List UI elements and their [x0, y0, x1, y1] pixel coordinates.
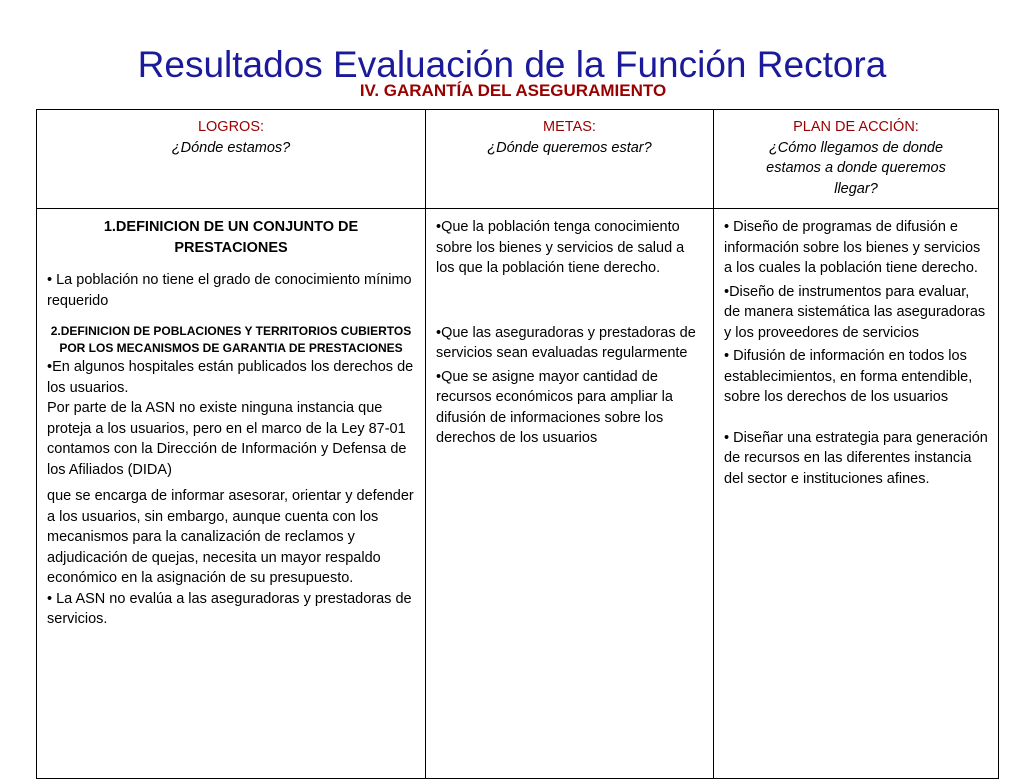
metas-item2: •Que las aseguradoras y prestadoras de servicios sean evaluadas regularmente	[436, 324, 696, 361]
plan-cell	[714, 209, 999, 779]
metas-item1: •Que la población tenga conocimiento sobre los bienes y servicios de salud a los que la población tiene derecho.	[436, 219, 685, 276]
header-logros-question: ¿Dónde estamos?	[171, 139, 291, 156]
header-metas-question: ¿Dónde queremos estar?	[487, 139, 652, 156]
plan-item4: • Diseñar una estrategia para generación de recursos en las diferentes instancia del sector e instituciones afines.	[724, 429, 988, 487]
metas-cell	[426, 209, 714, 779]
header-plan-title: PLAN DE ACCIÓN:	[793, 119, 919, 135]
logros-para2: Por parte de la ASN no existe ninguna instancia que proteja a los usuarios, pero en el marco de la Ley 87-01 contamos con la Dirección de Información y Defensa de los Afiliados (DIDA)	[47, 400, 407, 478]
content-row	[37, 209, 999, 779]
metas-item3: •Que se asigne mayor cantidad de recursos económicos para ampliar la difusión de informaciones sobre los derechos de los usuarios	[436, 368, 673, 446]
logros-para1: •En algunos hospitales están publicados los derechos de los usuarios.	[47, 359, 414, 396]
header-row	[37, 110, 999, 209]
slide-title: Resultados Evaluación de la Función Rectora	[137, 44, 887, 85]
logros-para4: • La ASN no evalúa a las aseguradoras y prestadoras de servicios.	[47, 590, 412, 627]
logros-cell	[37, 209, 426, 779]
header-plan-question: ¿Cómo llegamos de donde estamos a donde queremos llegar?	[766, 139, 946, 197]
header-metas	[426, 110, 714, 209]
logros-section1-title: 1.DEFINICION DE UN CONJUNTO DE PRESTACIONES	[103, 219, 359, 256]
plan-item3: • Difusión de información en todos los establecimientos, en forma entendible, sobre los derechos de los usuarios	[724, 348, 973, 405]
header-metas-title: METAS:	[543, 119, 596, 135]
evaluation-table	[36, 109, 999, 779]
header-logros	[37, 110, 426, 209]
plan-item2: •Diseño de instrumentos para evaluar, de manera sistemática las aseguradoras y los proveedores de servicios	[724, 283, 986, 341]
slide-subtitle: IV. GARANTÍA DEL ASEGURAMIENTO	[359, 81, 667, 100]
logros-section2-title: 2.DEFINICION DE POBLACIONES Y TERRITORIOS CUBIERTOS POR LOS MECANISMOS DE GARANTIA DE PRESTACIONES	[50, 324, 412, 355]
logros-section1-item: • La población no tiene el grado de conocimiento mínimo requerido	[47, 272, 412, 309]
header-logros-title: LOGROS:	[197, 119, 265, 135]
logros-para3: que se encarga de informar asesorar, orientar y defender a los usuarios, sin embargo, aunque cuenta con los mecanismos para la canalización de reclamos y adjudicación de quejas, necesita un mayor respaldo económico en la asignación de su presupuesto.	[47, 488, 414, 586]
plan-item1: • Diseño de programas de difusión e información sobre los bienes y servicios a los cuales la población tiene derecho.	[724, 219, 981, 276]
header-plan	[714, 110, 999, 209]
